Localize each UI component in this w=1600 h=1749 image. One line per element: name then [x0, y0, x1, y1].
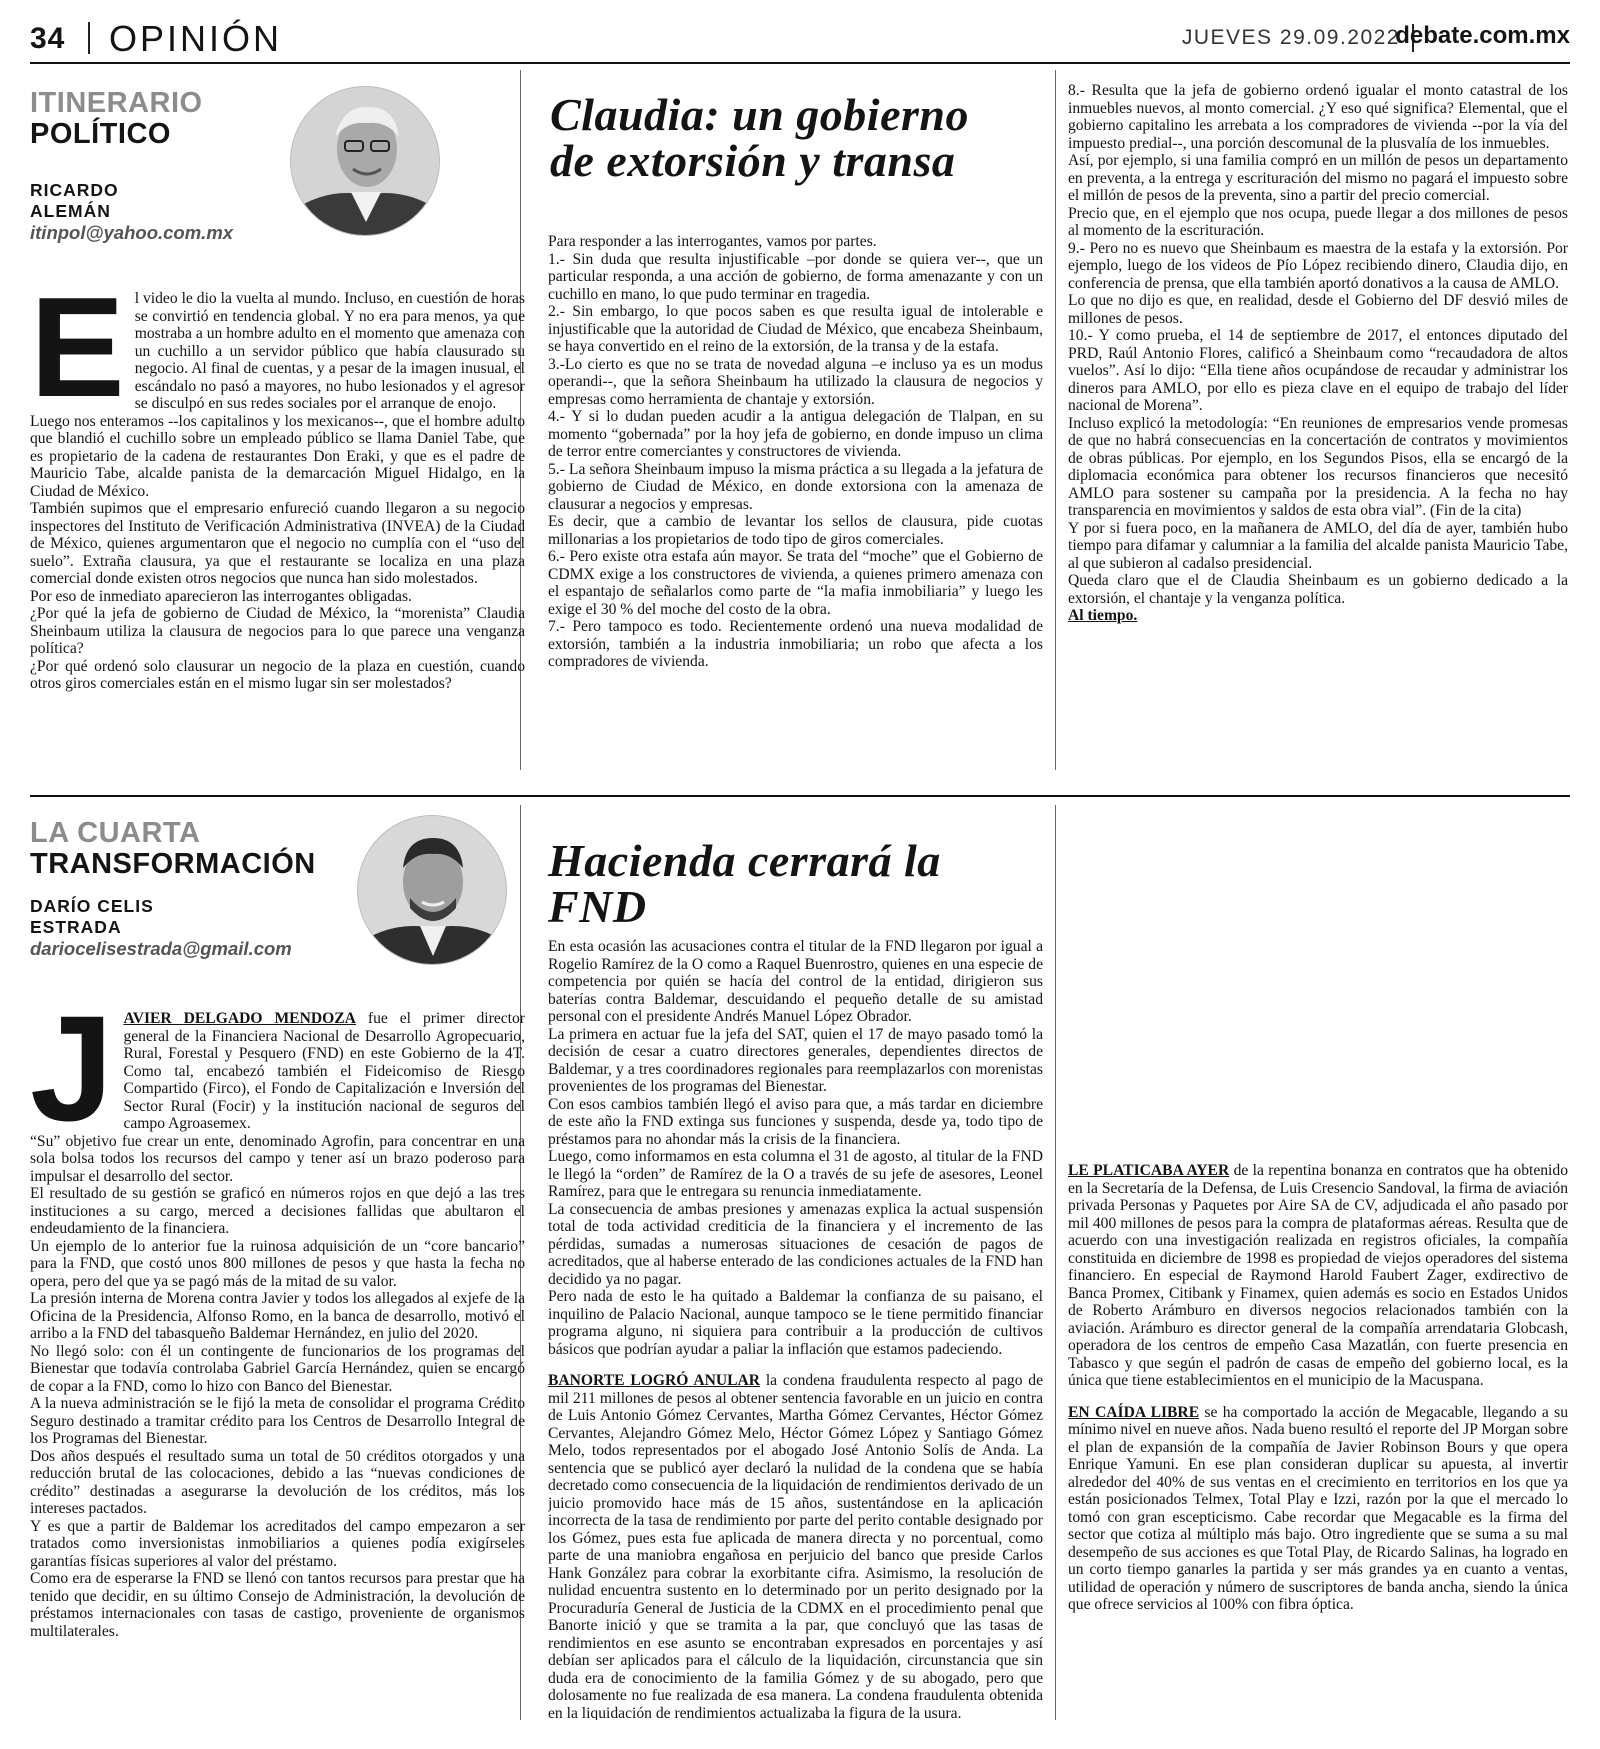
lead-in: AVIER DELGADO MENDOZA — [123, 1010, 356, 1027]
paragraph: ¿Por qué ordenó solo clausurar un negocio de la plaza en cuestión, cuando otros giros comerciales están en el mismo lugar sin ser molestados? — [30, 657, 525, 692]
paragraph: También supimos que el empresario enfureció cuando llegaron a su negocio inspectores del Instituto de Verificación Administrativa (INVEA) de la Ciudad de México, quienes argumentaron que el negocio no cumplía con el “uso del suelo”. Extraña clausura, ya que el restaurante se localiza en una plaza comercial donde existen otros negocios que nunca han sido molestados. — [30, 500, 525, 587]
column-rule — [1055, 805, 1056, 1720]
paragraph: 9.- Pero no es nuevo que Sheinbaum es maestra de la estafa y la extorsión. Por ejemplo, luego de los videos de Pío López recibiendo dinero, Claudia dijo, en conferencia de prensa, que ella también aportó donativos a la causa de AMLO. — [1068, 239, 1568, 292]
divider — [88, 22, 90, 54]
paragraph: Y por si fuera poco, en la mañanera de AMLO, del día de ayer, también hubo tiempo para difamar y calumniar a la familia del alcalde panista Mauricio Tabe, al que subieron al cadalso presidencial. — [1068, 519, 1568, 572]
paragraph: Incluso explicó la metodología: “En reuniones de empresarios vende promesas de que no habrá consecuencias en la concertación de contratos y movimientos de obras públicas. Por ejemplo, en los Segundos Pisos, ella se encargó de la diplomacia económica para obtener los recursos financieros que necesitó AMLO para sostener su campaña por la presidencia. A la fecha no hay transparencia en movimientos y saldos de esta obra vial”. (Fin de la cita) — [1068, 414, 1568, 519]
paragraph: 7.- Pero tampoco es todo. Recientemente ordenó una nueva modalidad de extorsión, también a la industria inmobiliaria; un robo que afecta a los compradores de vivienda. — [548, 618, 1043, 670]
article-headline: Claudia: un gobierno de extorsión y transa — [550, 89, 969, 186]
paragraph: Así, por ejemplo, si una familia compró en un millón de pesos un departamento en preventa, a la entrega y escrituración del mismo no pagará el impuesto sobre el millón de pesos de la preventa, sino a partir del precio comercial. — [1068, 152, 1568, 204]
paragraph: 5.- La señora Sheinbaum impuso la misma práctica a su llegada a la jefatura de gobierno de Ciudad de México, en donde extorsiona con la amenaza de clausurar a negocios y empresas. — [548, 460, 1043, 513]
header-rule — [30, 62, 1570, 64]
paragraph: Es decir, que a cambio de levantar los sellos de clausura, pide cuotas millonarias a los propietarios de todo tipo de giros comerciales. — [548, 513, 1043, 548]
paragraph: No llegó solo: con él un contingente de funcionarios de los programas del Bienestar que todavía controlaba Gabriel García Hernández, quien se encargó de copar a la FND, como lo hizo con Banco del Bienestar. — [30, 1342, 525, 1395]
paragraph: 2.- Sin embargo, lo que pocos saben es que resulta igual de intolerable e injustificable que la autoridad de Ciudad de México, que encabeza Sheinbaum, se haya convertido en el reino de la extorsión, de la transa y de la estafa. — [548, 303, 1043, 355]
paragraph: 6.- Pero existe otra estafa aún mayor. Se trata del “moche” que el Gobierno de CDMX exige a los constructores de vivienda, a quienes primero amenaza con el espantajo de señalarlos como parte de “la mafia inmobiliaria” y luego les exige el 30 % del moche del costo de la obra. — [548, 548, 1043, 618]
article-column — [548, 938, 1043, 1720]
paragraph: Y es que a partir de Baldemar los acreditados del campo empezaron a ser tratados como inversionistas inmobiliarios a quienes podía exigírseles garantías físicas superiores al valor del préstamo. — [30, 1517, 525, 1570]
author-email[interactable]: itinpol@yahoo.com.mx — [30, 222, 234, 243]
article-column — [30, 290, 525, 760]
paragraph: El resultado de su gestión se graficó en números rojos en que dejó a las tres instituciones a su cargo, merced a decisiones fallidas que abultaron el endeudamiento de la financiera. — [30, 1185, 525, 1237]
paragraph: Un ejemplo de lo anterior fue la ruinosa adquisición de un “core bancario” para la FND, que costó unos 800 millones de pesos y que hasta la fecha no opera, pero del que ya se pagó más de la mitad de su valor. — [30, 1237, 525, 1290]
article-column — [1068, 82, 1568, 767]
paragraph: 3.-Lo cierto es que no se trata de novedad alguna –e incluso ya es un modus operandi--, que la señora Sheinbaum ha utilizado la clausura de negocios y empresas como herramienta de chantaje y extorsión. — [548, 355, 1043, 408]
paragraph: La primera en actuar fue la jefa del SAT, quien el 17 de mayo pasado tomó la decisión de cesar a cuatro directores generales, dependientes directos de Baldemar, y a tres coordinadores regionales para reemplazarlos con morenistas provenientes de los programas del Bienestar. — [548, 1025, 1043, 1095]
paragraph: 1.- Sin duda que resulta injustificable –por donde se quiera ver--, que un particular responda, a una acción de gobierno, de forma amenazante y con un cuchillo en mano, lo que pudo terminar en tragedia. — [548, 250, 1043, 303]
paragraph: Con esos cambios también llegó el aviso para que, a más tardar en diciembre de este año la FND extinga sus funciones y suspenda, desde ya, todo tipo de préstamos para no ahondar más la crisis de la financiera. — [548, 1095, 1043, 1148]
paragraph: Dos años después el resultado suma un total de 50 créditos otorgados y una reducción brutal de las colocaciones, debido a las “nuevas condiciones de crédito” destinadas a asegurarse la devolución de los créditos, más los intereses pactados. — [30, 1447, 525, 1517]
article-column — [548, 233, 1043, 763]
author-photo — [357, 815, 507, 965]
article-column — [30, 1010, 525, 1720]
paragraph: A la nueva administración se le fijó la meta de consolidar el programa Crédito Seguro destinado a tramitar crédito para los Centros de Desarrollo Integral de los Programas del Bienestar. — [30, 1395, 525, 1447]
section-rule — [30, 795, 1570, 797]
issue-date: JUEVES 29.09.2022 — [1181, 26, 1400, 49]
lead-in: LE PLATICABA AYER — [1068, 1162, 1230, 1179]
paragraph: EN CAÍDA LIBRE se ha comportado la acción de Megacable, llegando a su mínimo nivel en nueve años. Nada bueno resultó el reporte del JP Morgan sobre el plan de expansión de la compañía de Javier Robinson Bours y que opera Enrique Yamuni. En ese plan consideran duplicar su apuesta, al invertir alrededor del 40% de sus ventas en el crecimiento en territorios en los que ya están posicionados Telmex, Total Play e Izzi, razón por la que el mercado lo tomó con gran escepticismo. Cabe recordar que Megacable es la firma del sector que cotiza al múltiplo más bajo. Otro ingrediente que se suma a su mal desempeño de sus acciones es que Total Play, de Ricardo Salinas, ha logrado en un corto tiempo ganarles la partida y ser más grandes ya en cuanto a ventas, utilidad de operación y número de suscriptores de banda ancha, siendo la única que ofrece servicios al 100% con fibra óptica. — [1068, 1403, 1568, 1613]
paragraph: Por eso de inmediato aparecieron las interrogantes obligadas. — [30, 587, 412, 605]
article-column — [1068, 818, 1568, 1720]
page-number: 34 — [30, 22, 66, 55]
lead-in: EN CAÍDA LIBRE — [1068, 1403, 1200, 1421]
author-photo — [290, 86, 440, 236]
paragraph: LE PLATICABA AYER de la repentina bonanza en contratos que ha obtenido en la Secretaría de la Defensa, de Luis Cresencio Sandoval, la firma de aviación privada Personas y Paquetes por Aire SA de CV, adjudicada el año pasado por mil 400 millones de pesos para la compra de plataformas aéreas. Resulta que de acuerdo con una investigación realizada en registros oficiales, la compañía constituida en diciembre de 1998 es propiedad de viejos operadores del sistema financiero. En especial de Raymond Harold Faubert Zager, exdirectivo de Banca Promex, Citibank y Finamex, quien además es socio en Estados Unidos de Roberto Arámburo en diversos negocios relacionados también con la aviación. Arámburo es director general de la compañía arrendataria Globcash, operadora de los centros de empeño Casa Mazatlán, con fuerte presencia en Tabasco y que según el padrón de casas de empeño del gobierno local, es la única que tiene establecimientos en el municipio de la Macuspana. — [1068, 1162, 1568, 1389]
paragraph: l video le dio la vuelta al mundo. Incluso, en cuestión de horas se convirtió en tendencia global. Y no era para menos, ya que mostraba a un hombre adulto en el momento que amenaza con un cuchillo a un servidor público que había clausurado su negocio. Al final de cuentas, y a pesar de la imagen inusual, el escándalo no pasó a mayores, no hubo lesionados y el agresor se disculpó en sus redes sociales por el arranque de enojo. — [134, 290, 525, 412]
article-headline: Hacienda cerrará la FND — [548, 835, 941, 932]
paragraph: Queda claro que el de Claudia Sheinbaum es un gobierno dedicado a la extorsión, el chantaje y la venganza política. — [1068, 572, 1568, 607]
paragraph: La consecuencia de ambas presiones y amenazas explica la actual suspensión total de toda actividad crediticia de la financiera y el incremento de las pérdidas, sumadas a numerosas situaciones de cesación de pagos de acreditados, que al haberse enterado de las condiciones actuales de la FND han decidido ya no pagar. — [548, 1200, 1043, 1288]
paragraph: Como era de esperarse la FND se llenó con tantos recursos para prestar que ha tenido que decidir, en su último Consejo de Administración, la devolución de préstamos internacionales con tasas de castigo, proveniente de organismos multilaterales. — [30, 1570, 525, 1640]
paragraph: 10.- Y como prueba, el 14 de septiembre de 2017, el entonces diputado del PRD, Raúl Antonio Flores, calificó a Sheinbaum como “recaudadora de altos vuelos”. Así lo dijo: “Ella tiene años ocupándose de recaudar y administrar los dineros para AMLO, por ello es pieza clave en el equipo de trabajo del líder nacional de Morena”. — [1068, 327, 1568, 414]
masthead — [30, 16, 1570, 58]
paragraph: BANORTE LOGRÓ ANULAR la condena fraudulenta respecto al pago de mil 211 millones de pesos al obtener sentencia favorable en un juicio en contra de Luis Antonio Gómez Cervantes, Martha Gómez Cervantes, Héctor Gómez Cervantes, Alejandro Gómez Melo, Héctor Gómez López y Santiago Gómez Melo, todos representados por el abogado José Antonio Solís de Anda. La sentencia que se publicó ayer declaró la nulidad de la condena que se había decretado como consecuencia de la liquidación de rendimientos derivado de un juicio promovido hace más de 15 años, sustentándose en la aplicación incorrecta de la tasa de rendimiento por parte del perito contable designado por los Gómez, pues esta fue aplicada de manera directa y no porcentual, como parte de una maniobra engañosa en perjuicio del banco que preside Carlos Hank González para cobrar la exorbitante cifra. Asimismo, la resolución de nulidad encuentra sustento en lo determinado por un perito designado por la Procuraduría General de Justicia de la CDMX en el procedimiento penal que Banorte inició y que se tramita a la par, que concluyó que las tasas de rendimientos en ese asunto se encontraban expresados en porcentajes y así debían ser aplicados para el cálculo de la liquidación, circunstancia que sin duda era de conocimiento de la familia Gómez y de su abogado, pero que dolosamente no fue realizada de esa manera. La condena fraudulenta obtenida en la liquidación de rendimientos actualizaba la figura de la usura. — [548, 1372, 1043, 1720]
paragraph: “Su” objetivo fue crear un ente, denominado Agrofin, para concentrar en una sola bolsa todos los recursos del campo y tener así un brazo poderoso para impulsar el desarrollo del sector. — [30, 1132, 525, 1185]
column-title: ITINERARIO POLÍTICO — [30, 87, 203, 150]
paragraph: 4.- Y si lo dudan pueden acudir a la antigua delegación de Tlalpan, en su momento “gobernada” por la hoy jefa de gobierno, en donde impuso un clima de terror entre comerciantes y constructores de vivienda. — [548, 408, 1043, 460]
author-name: RICARDO ALEMÁN — [30, 180, 119, 221]
column-title: LA CUARTA TRANSFORMACIÓN — [30, 817, 316, 880]
paragraph: Luego nos enteramos --los capitalinos y los mexicanos--, que el hombre adulto que blandió el cuchillo sobre un empleado público se llama Daniel Tabe, que es propietario de la cadena de restaurantes Don Eraki, y que es el padre de Mauricio Tabe, alcalde panista de la demarcación Miguel Hidalgo, en la Ciudad de México. — [30, 412, 525, 500]
paragraph: La presión interna de Morena contra Javier y todos los allegados al exjefe de la Oficina de la Presidencia, Alfonso Romo, en la banca de desarrollo, motivó el arribo a la FND del tabasqueño Baldemar Hernández, en julio del 2020. — [30, 1290, 525, 1342]
author-email[interactable]: darioceIisestrada@gmail.com — [30, 938, 292, 959]
site-name: debate.com.mx — [1395, 22, 1570, 49]
paragraph: Precio que, en el ejemplo que nos ocupa, puede llegar a dos millones de pesos al momento de la escrituración. — [1068, 204, 1568, 239]
paragraph: Luego, como informamos en esta columna el 31 de agosto, al titular de la FND le llegó la “orden” de Ramírez de la O a través de su jefe de asesores, Leonel Ramírez, para que le entregara su renuncia inmediatamente. — [548, 1148, 1043, 1200]
lead-in: BANORTE LOGRÓ ANULAR — [548, 1372, 761, 1389]
paragraph: Lo que no dijo es que, en realidad, desde el Gobierno del DF desvió miles de millones de pesos. — [1068, 292, 1568, 327]
author-name: DARÍO CELIS ESTRADA — [30, 896, 154, 937]
paragraph: AVIER DELGADO MENDOZA fue el primer director general de la Financiera Nacional de Desarrollo Agropecuario, Rural, Forestal y Pesquero (FND) en este Gobierno de la 4T. Como tal, encabezó también el Fideicomiso de Riesgo Compartido (Firco), el Fondo de Capitalización e Inversión del Sector Rural (Focir) y la institución nacional de seguros del campo Agroasemex. — [123, 1010, 525, 1132]
drop-cap: J — [30, 1010, 114, 1152]
paragraph: Para responder a las interrogantes, vamos por partes. — [548, 233, 877, 250]
column-rule — [1055, 70, 1056, 770]
section-title: OPINIÓN — [109, 18, 283, 59]
drop-cap: E — [30, 290, 125, 427]
sign-off: Al tiempo. — [1068, 607, 1138, 624]
paragraph: Pero nada de esto le ha quitado a Baldemar la confianza de su paisano, el inquilino de Palacio Nacional, aunque tampoco se le tiene permitido financiar programa alguno, ni siquiera para contribuir a la producción de cultivos básicos que podrían ayudar a paliar la inflación que estamos padeciendo. — [548, 1288, 1043, 1358]
paragraph: En esta ocasión las acusaciones contra el titular de la FND llegaron por igual a Rogelio Ramírez de la O como a Raquel Buenrostro, quienes en una especie de competencia por quién se hacía del control de la entidad, dirigieron sus baterías contra Baldemar, descuidando el pequeño detalle de su amistad personal con el presidente Andrés Manuel López Obrador. — [548, 938, 1043, 1025]
paragraph: ¿Por qué la jefa de gobierno de Ciudad de México, la “morenista” Claudia Sheinbaum utiliza la clausura de negocios para lo que parece una venganza política? — [30, 605, 525, 657]
paragraph: 8.- Resulta que la jefa de gobierno ordenó igualar el monto catastral de los inmuebles nuevos, al monto comercial. ¿Y eso qué significa? Elemental, que el gobierno capitalino les arrebata a los compradores de vivienda --por la vía del impuesto predial--, una porción descomunal de la plusvalía de los inmuebles. — [1068, 82, 1568, 152]
